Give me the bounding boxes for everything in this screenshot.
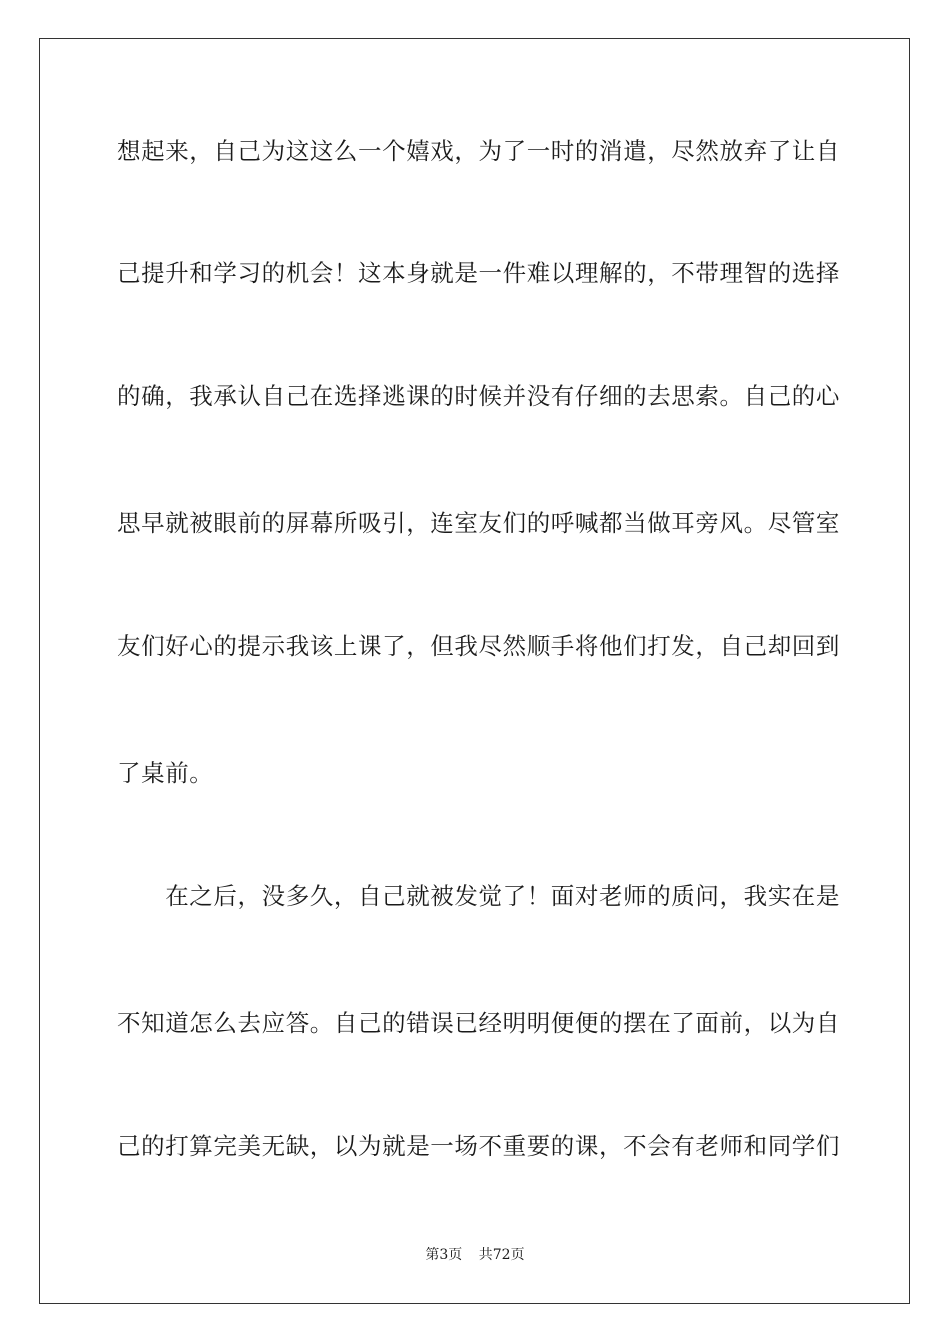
text-line-4: 思早就被眼前的屏幕所吸引，连室友们的呼喊都当做耳旁风。尽管室 [117,509,840,537]
text-line-9: 己的打算完美无缺，以为就是一场不重要的课，不会有老师和同学们 [117,1132,840,1160]
text-line-6: 了桌前。 [117,759,214,787]
text-line-5: 友们好心的提示我该上课了，但我尽然顺手将他们打发，自己却回到 [117,632,840,660]
page-border [39,38,910,1304]
text-line-1: 想起来，自己为这这么一个嬉戏，为了一时的消遣，尽然放弃了让自 [117,137,840,165]
text-line-8: 不知道怎么去应答。自己的错误已经明明便便的摆在了面前，以为自 [117,1009,840,1037]
page-footer [0,1246,950,1264]
text-line-3: 的确，我承认自己在选择逃课的时候并没有仔细的去思索。自己的心 [117,382,840,410]
total-pages: 共72页 [478,1247,525,1263]
page-number: 第3页 [425,1247,463,1263]
text-line-7: 在之后，没多久，自己就被发觉了！面对老师的质问，我实在是 [117,882,840,910]
text-line-2: 己提升和学习的机会！这本身就是一件难以理解的，不带理智的选择 [117,259,840,287]
